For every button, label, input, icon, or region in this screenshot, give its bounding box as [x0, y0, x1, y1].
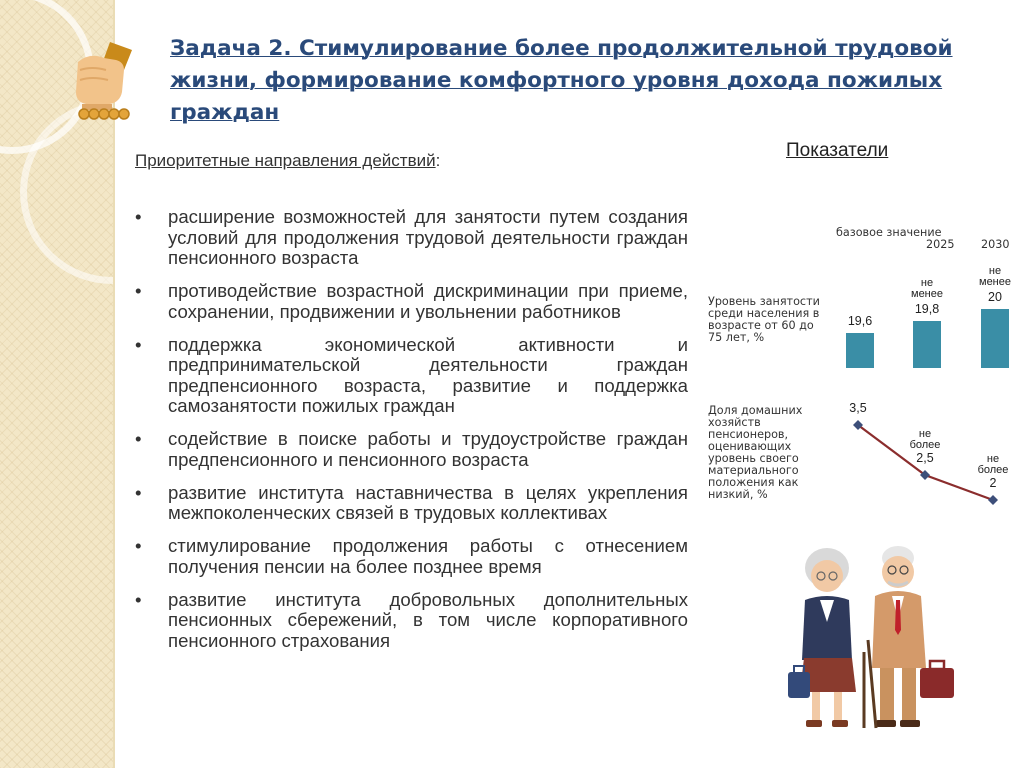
action-text: противодействие возрастной дискриминации при приеме, сохранении, продвижении и увольнении работников — [168, 280, 688, 322]
chart-svg — [700, 215, 1024, 525]
action-text: развитие института наставничества в целях укрепления межпоколенческих связей в трудовых коллективах — [168, 481, 688, 523]
bar-employment — [846, 333, 874, 368]
category-label-2025: 2025 — [926, 238, 955, 251]
bar-qualifier-label: менее — [911, 288, 943, 300]
bar-qualifier-label: менее — [979, 276, 1011, 288]
hand-holding-coins-icon — [72, 40, 142, 125]
line-point — [988, 495, 998, 505]
employment-indicator-label: Уровень занятости среди населения в возрасте от 60 до 75 лет, % — [708, 295, 820, 344]
low-income-indicator-label: Доля домашних хозяйств пенсионеров, оценивающих уровень своего материального положения как низкий, % — [708, 404, 803, 501]
action-text: расширение возможностей для занятости путем создания условий для продолжения трудовой деятельности граждан пенсионного возраста — [168, 206, 688, 268]
priority-heading-text: Приоритетные направления действий — [135, 151, 436, 170]
elderly-couple-illustration — [780, 540, 970, 735]
action-item — [130, 281, 688, 322]
bar-value-label: 20 — [988, 290, 1002, 304]
category-label-2030: 2030 — [981, 238, 1010, 251]
bar-qualifier-label: не — [988, 265, 1002, 277]
bar-employment — [981, 309, 1009, 368]
indicators-heading: Показатели — [786, 140, 889, 161]
action-item — [130, 536, 688, 577]
line-qualifier-label: более — [977, 464, 1009, 476]
action-item — [130, 335, 688, 417]
line-value-label: 2 — [989, 476, 997, 490]
bar-qualifier-label: не — [920, 277, 934, 289]
action-text: поддержка экономической активности и предпринимательской деятельности граждан предпенсионного возраста, развитие и поддержка самозанятости пожилых граждан — [168, 333, 688, 416]
action-item — [130, 590, 688, 652]
bullet: • — [135, 333, 142, 355]
category-label-base: базовое значение — [836, 226, 942, 239]
bar-value-label: 19,8 — [914, 302, 940, 316]
action-item — [130, 483, 688, 524]
indicators-chart — [700, 215, 1024, 525]
action-text: стимулирование продолжения работы с отнесением получения пенсии на более позднее время — [168, 535, 688, 577]
action-text: развитие института добровольных дополнительных пенсионных сбережений, в том числе корпоративного пенсионного страхования — [168, 588, 688, 651]
bullet: • — [135, 535, 142, 556]
bar-employment — [913, 321, 941, 368]
bullet: • — [135, 280, 142, 301]
line-value-label: 2,5 — [916, 451, 934, 465]
slide-title: Задача 2. Стимулирование более продолжительной трудовой жизни, формирование комфортного уровня дохода пожилых граждан — [170, 36, 953, 125]
line-qualifier-label: более — [909, 439, 941, 451]
bullet: • — [135, 428, 142, 449]
bullet: • — [135, 481, 142, 503]
line-qualifier-label: не — [986, 453, 1000, 465]
actions-list — [130, 207, 688, 664]
bullet: • — [135, 588, 142, 610]
priority-heading-colon: : — [435, 151, 441, 170]
action-item — [130, 207, 688, 269]
line-value-label: 3,5 — [849, 401, 867, 415]
action-text: содействие в поиске работы и трудоустройстве граждан предпенсионного и пенсионного возраста — [168, 428, 688, 470]
bullet: • — [135, 206, 142, 227]
line-qualifier-label: не — [918, 428, 932, 440]
priority-heading — [135, 151, 440, 171]
action-item — [130, 429, 688, 470]
bar-value-label: 19,6 — [847, 314, 873, 328]
